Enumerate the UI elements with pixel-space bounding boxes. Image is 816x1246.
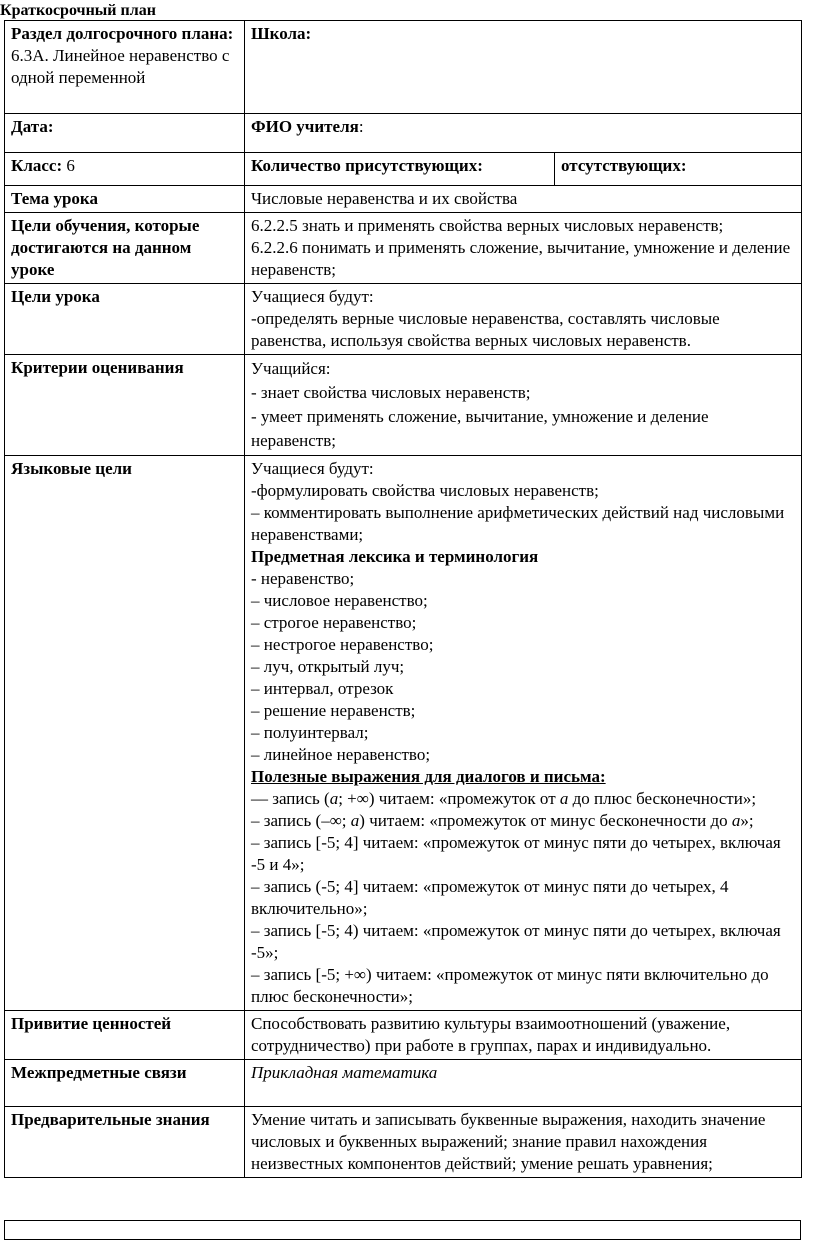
phrase-text: – запись (–∞; bbox=[251, 811, 351, 830]
vocab-item: – полуинтервал; bbox=[251, 723, 369, 742]
phrase-variable: a bbox=[350, 811, 360, 830]
phrase-item: – запись (-5; 4] читаем: «промежуток от минус пяти до четырех, 4 включительно»; bbox=[251, 877, 729, 918]
phrase-variable: a bbox=[731, 811, 741, 830]
phrase-text: — запись ( bbox=[251, 789, 330, 808]
phrase-item: – запись [-5; 4] читаем: «промежуток от минус пяти до четырех, включая -5 и 4»; bbox=[251, 833, 781, 874]
present-label: Количество присутствующих: bbox=[251, 156, 483, 175]
lesson-goal-line: -определять верные числовые неравенства, составлять числовые равенства, используя свойства верных числовых неравенств. bbox=[251, 309, 720, 350]
class-label: Класс: bbox=[11, 156, 63, 175]
vocab-item: – строгое неравенство; bbox=[251, 613, 417, 632]
teacher-cell bbox=[245, 114, 802, 153]
row-topic bbox=[5, 186, 802, 213]
vocab-item: – решение неравенств; bbox=[251, 701, 416, 720]
interdisciplinary-value: Прикладная математика bbox=[245, 1060, 802, 1107]
language-intro-line: -формулировать свойства числовых неравенств; bbox=[251, 481, 599, 500]
phrase-text: ) читаем: «промежуток от минус бесконечности до bbox=[359, 811, 732, 830]
absent-cell bbox=[555, 153, 802, 186]
vocab-item: – числовое неравенство; bbox=[251, 591, 428, 610]
lesson-goal-line: Учащиеся будут: bbox=[251, 287, 374, 306]
objectives-label: Цели обучения, которые достигаются на данном уроке bbox=[5, 213, 245, 284]
header-row-date bbox=[5, 114, 802, 153]
teacher-label: ФИО учителя bbox=[251, 117, 359, 136]
present-cell bbox=[245, 153, 555, 186]
phrase-item: – запись [-5; 4) читаем: «промежуток от минус пяти до четырех, включая -5»; bbox=[251, 921, 781, 962]
date-cell bbox=[5, 114, 245, 153]
lesson-goals-label: Цели урока bbox=[5, 284, 245, 355]
row-prior-knowledge bbox=[5, 1107, 802, 1178]
prior-value: Умение читать и записывать буквенные выражения, находить значение числовых и буквенных выражений; знание правил нахождения неизвестных компонентов действий; умение решать уравнения; bbox=[245, 1107, 802, 1178]
row-values bbox=[5, 1011, 802, 1060]
language-label: Языковые цели bbox=[5, 456, 245, 1011]
section-value: 6.3А. Линейное неравенство с одной переменной bbox=[11, 46, 230, 87]
phrase-text: ; +∞) читаем: «промежуток от bbox=[338, 789, 560, 808]
row-objectives bbox=[5, 213, 802, 284]
row-language bbox=[5, 456, 802, 1011]
section-cell bbox=[5, 21, 245, 114]
empty-trailing-table bbox=[4, 1220, 801, 1240]
language-value bbox=[245, 456, 802, 1011]
criteria-line: - умеет применять сложение, вычитание, умножение и деление неравенств; bbox=[251, 407, 709, 450]
criteria-label: Критерии оценивания bbox=[5, 355, 245, 456]
empty-row bbox=[5, 1221, 801, 1240]
section-label: Раздел долгосрочного плана: bbox=[11, 24, 234, 43]
header-row-class bbox=[5, 153, 802, 186]
phrase-item: – запись [-5; +∞) читаем: «промежуток от минус пяти включительно до плюс бесконечности»; bbox=[251, 965, 769, 1006]
lesson-goals-value bbox=[245, 284, 802, 355]
school-cell bbox=[245, 21, 802, 114]
language-intro-line: – комментировать выполнение арифметических действий над числовыми неравенствами; bbox=[251, 503, 785, 544]
vocab-item: – луч, открытый луч; bbox=[251, 657, 405, 676]
vocab-item: – интервал, отрезок bbox=[251, 679, 394, 698]
row-criteria bbox=[5, 355, 802, 456]
empty-cell bbox=[5, 1221, 801, 1240]
header-row-section bbox=[5, 21, 802, 114]
language-intro-line: Учащиеся будут: bbox=[251, 459, 374, 478]
phrase-text: »; bbox=[740, 811, 754, 830]
document-title: Краткосрочный план bbox=[0, 2, 156, 19]
lesson-plan-table bbox=[4, 20, 802, 1178]
phrase-variable: a bbox=[329, 789, 339, 808]
topic-value: Числовые неравенства и их свойства bbox=[245, 186, 802, 213]
class-value: 6 bbox=[66, 156, 75, 175]
vocab-heading: Предметная лексика и терминология bbox=[251, 547, 539, 566]
row-lesson-goals bbox=[5, 284, 802, 355]
row-interdisciplinary bbox=[5, 1060, 802, 1107]
date-label: Дата: bbox=[11, 117, 54, 136]
criteria-line: Учащийся: bbox=[251, 359, 331, 378]
phrase-item bbox=[251, 810, 795, 832]
objective-item: 6.2.2.6 понимать и применять сложение, вычитание, умножение и деление неравенств; bbox=[251, 238, 791, 279]
topic-label: Тема урока bbox=[5, 186, 245, 213]
vocab-item: – нестрогое неравенство; bbox=[251, 635, 434, 654]
prior-label: Предварительные знания bbox=[5, 1107, 245, 1178]
phrase-variable: a bbox=[559, 789, 569, 808]
phrase-text: до плюс бесконечности»; bbox=[568, 789, 757, 808]
vocab-item: - неравенство; bbox=[251, 569, 355, 588]
values-label: Привитие ценностей bbox=[5, 1011, 245, 1060]
values-value: Способствовать развитию культуры взаимоотношений (уважение, сотрудничество) при работе в группах, парах и индивидуально. bbox=[245, 1011, 802, 1060]
interdisciplinary-label: Межпредметные связи bbox=[5, 1060, 245, 1107]
vocab-item: – линейное неравенство; bbox=[251, 745, 431, 764]
objectives-value bbox=[245, 213, 802, 284]
phrases-heading: Полезные выражения для диалогов и письма: bbox=[251, 767, 606, 786]
criteria-value bbox=[245, 355, 802, 456]
school-label: Школа: bbox=[251, 24, 312, 43]
criteria-line: - знает свойства числовых неравенств; bbox=[251, 383, 531, 402]
objective-item: 6.2.2.5 знать и применять свойства верных числовых неравенств; bbox=[251, 216, 724, 235]
absent-label: отсутствующих: bbox=[561, 156, 687, 175]
phrase-item bbox=[251, 788, 795, 810]
class-cell bbox=[5, 153, 245, 186]
teacher-colon: : bbox=[358, 117, 364, 136]
